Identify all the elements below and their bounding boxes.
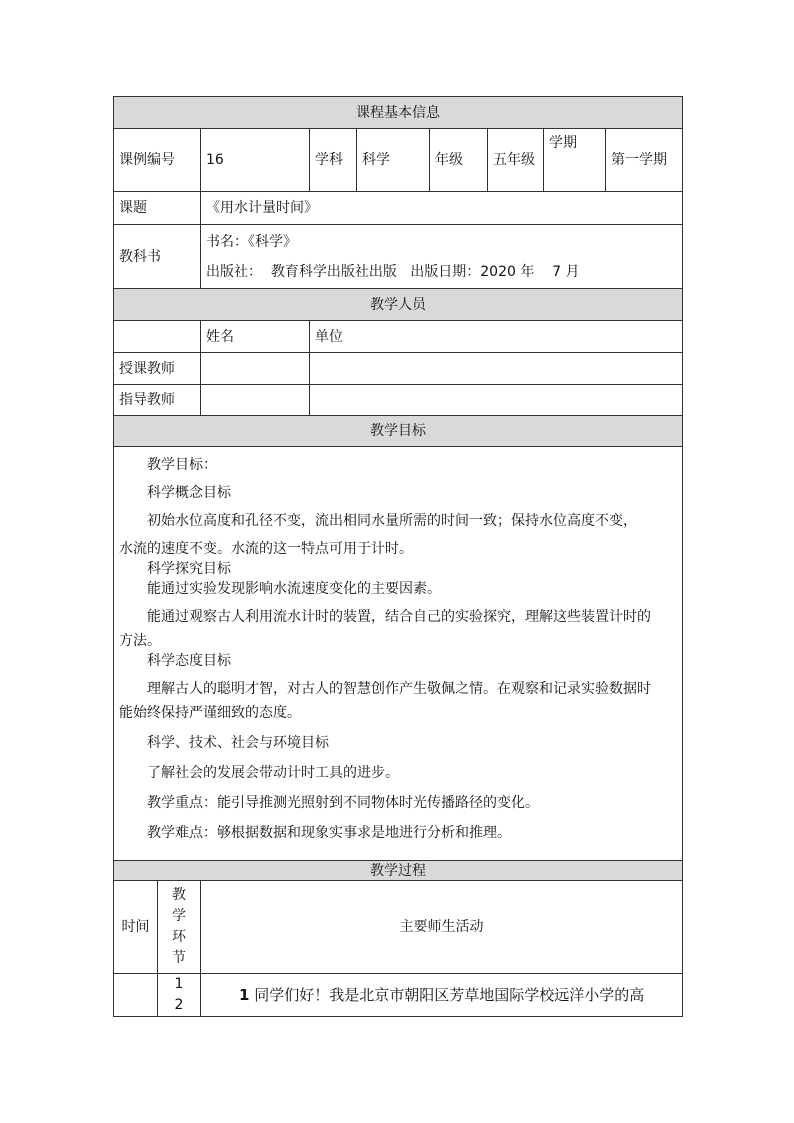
topic-label: 课题 — [114, 192, 201, 225]
objectives-line: 科学概念目标 — [147, 485, 231, 501]
grade-value: 五年级 — [488, 129, 544, 192]
term-label: 学期 — [544, 129, 606, 192]
activity-text: 同学们好！我是北京市朝阳区芳草地国际学校远洋小学的高 — [249, 986, 645, 1004]
textbook-info — [201, 225, 683, 289]
guide-label: 指导教师 — [114, 385, 201, 416]
subject-label: 学科 — [310, 129, 357, 192]
textbook-label: 教科书 — [114, 225, 201, 289]
time-column-header: 时间 — [114, 881, 158, 974]
process-activity-cell — [201, 974, 683, 1017]
objectives-line: 教学目标： — [147, 457, 217, 473]
process-time-cell — [114, 974, 158, 1017]
objectives-line: 能通过观察古人利用流水计时的装置，结合自己的实验探究，理解这些装置计时的 — [147, 609, 651, 625]
book-name: 书名：《科学》 — [206, 233, 297, 250]
stage-number: 1 — [174, 976, 184, 992]
teacher-label: 授课教师 — [114, 353, 201, 385]
objectives-line: 理解古人的聪明才智，对古人的智慧创作产生敬佩之情。在观察和记录实验数据时 — [147, 681, 651, 697]
objectives-line: 初始水位高度和孔径不变，流出相同水量所需的时间一致；保持水位高度不变， — [147, 513, 637, 529]
objectives-line: 能通过实验发现影响水流速度变化的主要因素。 — [147, 581, 441, 597]
objectives-line: 了解社会的发展会带动计时工具的进步。 — [147, 765, 399, 781]
objectives-line: 科学探究目标 — [147, 561, 231, 577]
stage-char: 教 — [172, 887, 186, 903]
term-value: 第一学期 — [606, 129, 683, 192]
objectives-header: 教学目标 — [114, 416, 683, 447]
stage-column-header — [158, 881, 201, 974]
teacher-unit — [310, 353, 683, 385]
activity-number: 1 — [239, 986, 250, 1004]
objectives-line: 科学、技术、社会与环境目标 — [147, 735, 329, 751]
course-id-value: 16 — [201, 129, 310, 192]
staff-corner-cell — [114, 321, 201, 353]
activity-column-header: 主要师生活动 — [201, 881, 683, 974]
basic-info-header: 课程基本信息 — [114, 97, 683, 129]
objectives-body — [114, 447, 683, 861]
objectives-line: 科学态度目标 — [147, 653, 231, 669]
objectives-line: 方法。 — [119, 633, 161, 649]
lesson-plan-table — [113, 96, 683, 1017]
guide-name — [201, 385, 310, 416]
staff-header: 教学人员 — [114, 289, 683, 321]
unit-column-header: 单位 — [310, 321, 683, 353]
process-header: 教学过程 — [114, 861, 683, 881]
stage-char: 环 — [172, 929, 186, 945]
teacher-name — [201, 353, 310, 385]
subject-value: 科学 — [357, 129, 430, 192]
objectives-line: 水流的速度不变。水流的这一特点可用于计时。 — [119, 541, 413, 557]
difficult-point: 教学难点：够根据数据和现象实事求是地进行分析和推理。 — [147, 825, 511, 841]
guide-unit — [310, 385, 683, 416]
publisher-info: 出版社： 教育科学出版社出版 出版日期：2020 年 7 月 — [206, 263, 580, 280]
grade-label: 年级 — [430, 129, 488, 192]
course-id-label: 课例编号 — [114, 129, 201, 192]
process-stage-cell — [158, 974, 201, 1017]
stage-char: 节 — [172, 950, 186, 966]
key-point: 教学重点：能引导推测光照射到不同物体时光传播路径的变化。 — [147, 795, 539, 811]
name-column-header: 姓名 — [201, 321, 310, 353]
stage-number: 2 — [174, 997, 184, 1013]
topic-value: 《用水计量时间》 — [201, 192, 683, 225]
objectives-line: 能始终保持严谨细致的态度。 — [119, 705, 301, 721]
stage-char: 学 — [172, 908, 186, 924]
